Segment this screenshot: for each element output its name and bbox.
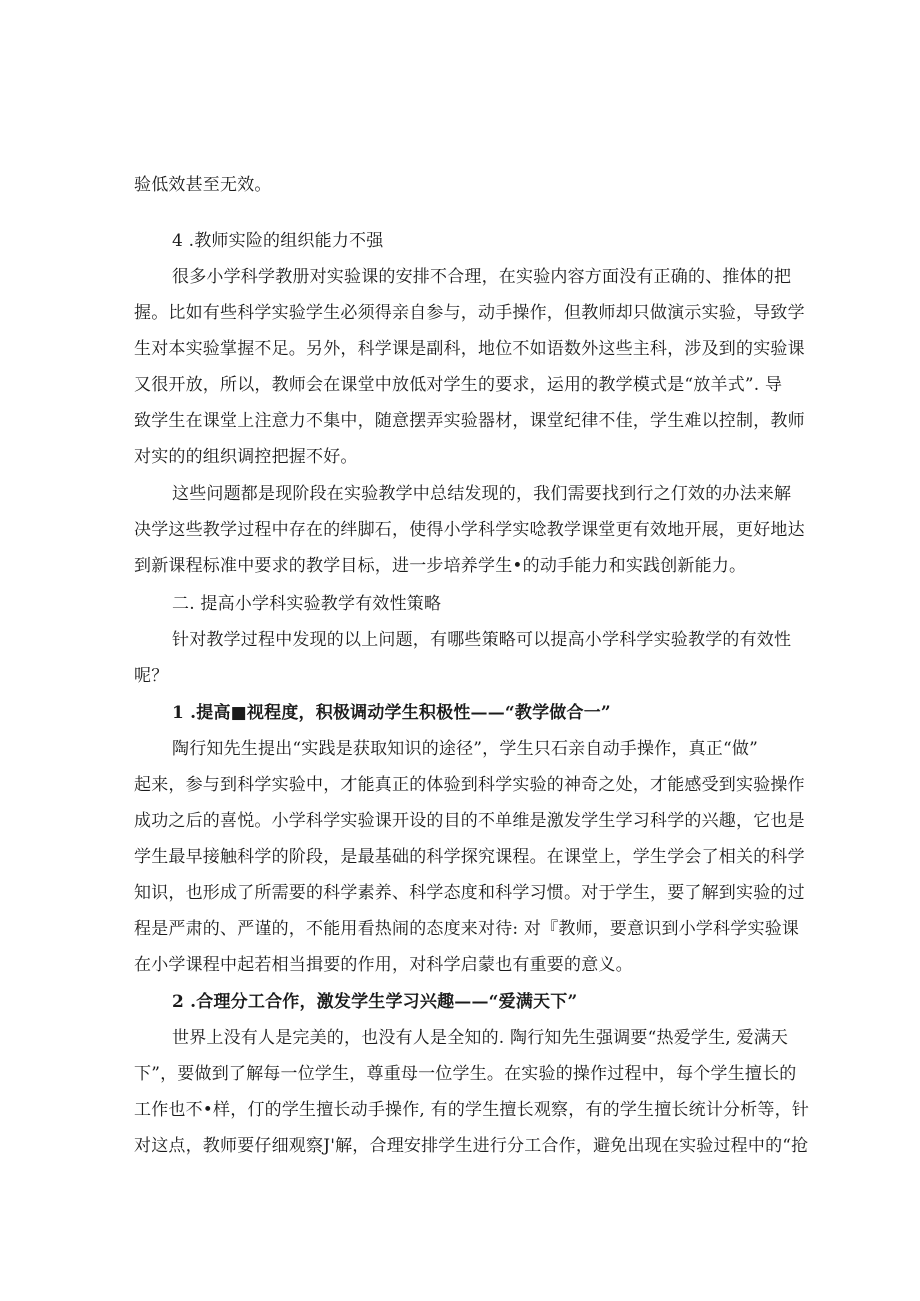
paragraph-line: 又很开放，所以，教师会在课堂中放低对学生的要求，运用的教学模式是“放羊式”. 导 (134, 375, 783, 395)
paragraph-line: 这些问题都是现阶段在实验教学中总结发现的，我们需要找到行之仃效的办法来解 (172, 484, 792, 504)
paragraph-line: 决学这些教学过程中存在的绊脚石，使得小学科学实唸教学课堂更有效地开展，更好地达 (134, 520, 805, 540)
paragraph-line: 成功之后的喜悦。小学科学实验课开设的目的不单维是激发学生学习科学的兴趣，它也是 (134, 811, 805, 831)
paragraph-line: 很多小学科学教册对实验课的安排不合理，在实验内容方面没有正确的、推体的把 (172, 267, 792, 287)
paragraph-line: 在小学课程中起若相当揖要的作用，对科学启蒙也有重要的意义。 (134, 955, 633, 975)
paragraph-line: 生对本实验掌握不足。另外，科学课是副科，地位不如语数外这些主科，涉及到的实验课 (134, 339, 805, 359)
paragraph-line: 知识，也形成了所需要的科学素养、科学态度和科学习惯。对于学生，要了解到实验的过 (134, 883, 805, 903)
paragraph-line: 到新课程标准中要求的教学目标，进一步培养学生•的动手能力和实践创新能力。 (134, 556, 747, 576)
paragraph-line: 工作也不•样，仃的学生擅长动手操作, 有的学生擅长观察，有的学生擅长统计分析等，针 (134, 1100, 810, 1120)
paragraph-line: 程是严肃的、严谨的，不能用看热闹的态度来对待: 对『教师，要意识到小学科学实验课 (134, 919, 800, 939)
section-heading-4: 4 .教师实险的组织能力不强 (172, 231, 384, 251)
paragraph-line: 握。比如有些科学实验学生必须得亲自参与，动手操作，但教师却只做演示实验，导致学 (134, 303, 805, 323)
paragraph-line: 陶行知先生提出“实践是获取知识的途径”，学生只石亲自动手操作，真正“做” (172, 739, 758, 759)
paragraph-line: 学生最早接触科学的阶段，是最基础的科学探究课程。在课堂上，学生学会了相关的科学 (134, 847, 805, 867)
paragraph-line: 对实的的组织调控把握不好。 (134, 447, 358, 467)
paragraph-line: 对这点，教师要仔细观察J'解，合理安排学生进行分工合作，避免出现在实验过程中的“抢 (134, 1136, 809, 1156)
section-heading-2: 二. 提高小学科实验教学有效性策略 (172, 594, 442, 614)
paragraph-line: 起来，参与到科学实验中，才能真正的体验到科学实验的神奇之处，才能感受到实验操作 (134, 775, 805, 795)
paragraph-line: 针对教学过程中发现的以上问题，有哪些策略可以提高小学科学实验教学的有效性 (172, 630, 792, 650)
paragraph-line: 呢？ (134, 666, 169, 686)
paragraph-line: 下”，要做到了解每一位学生，尊重母一位学生。在实验的操作过程中，每个学生擅长的 (134, 1064, 797, 1084)
paragraph-line: 世界上没有人是完美的，也没有人是全知的. 陶行知先生强调要“热爱学生, 爱满天 (172, 1028, 789, 1048)
subheading-2: 2 .合理分工合作，激发学生学习兴趣——“爱满天下” (172, 992, 578, 1012)
paragraph-line: 致学生在课堂上注意力不集中，随意摆弄实验器材，课堂纪律不佳，学生难以控制，教师 (134, 411, 805, 431)
subheading-1: 1 .提高■视程度，积极调动学生积极性——“教学做合一” (172, 703, 611, 723)
paragraph-continuation: 验低效甚至无效。 (134, 175, 272, 195)
